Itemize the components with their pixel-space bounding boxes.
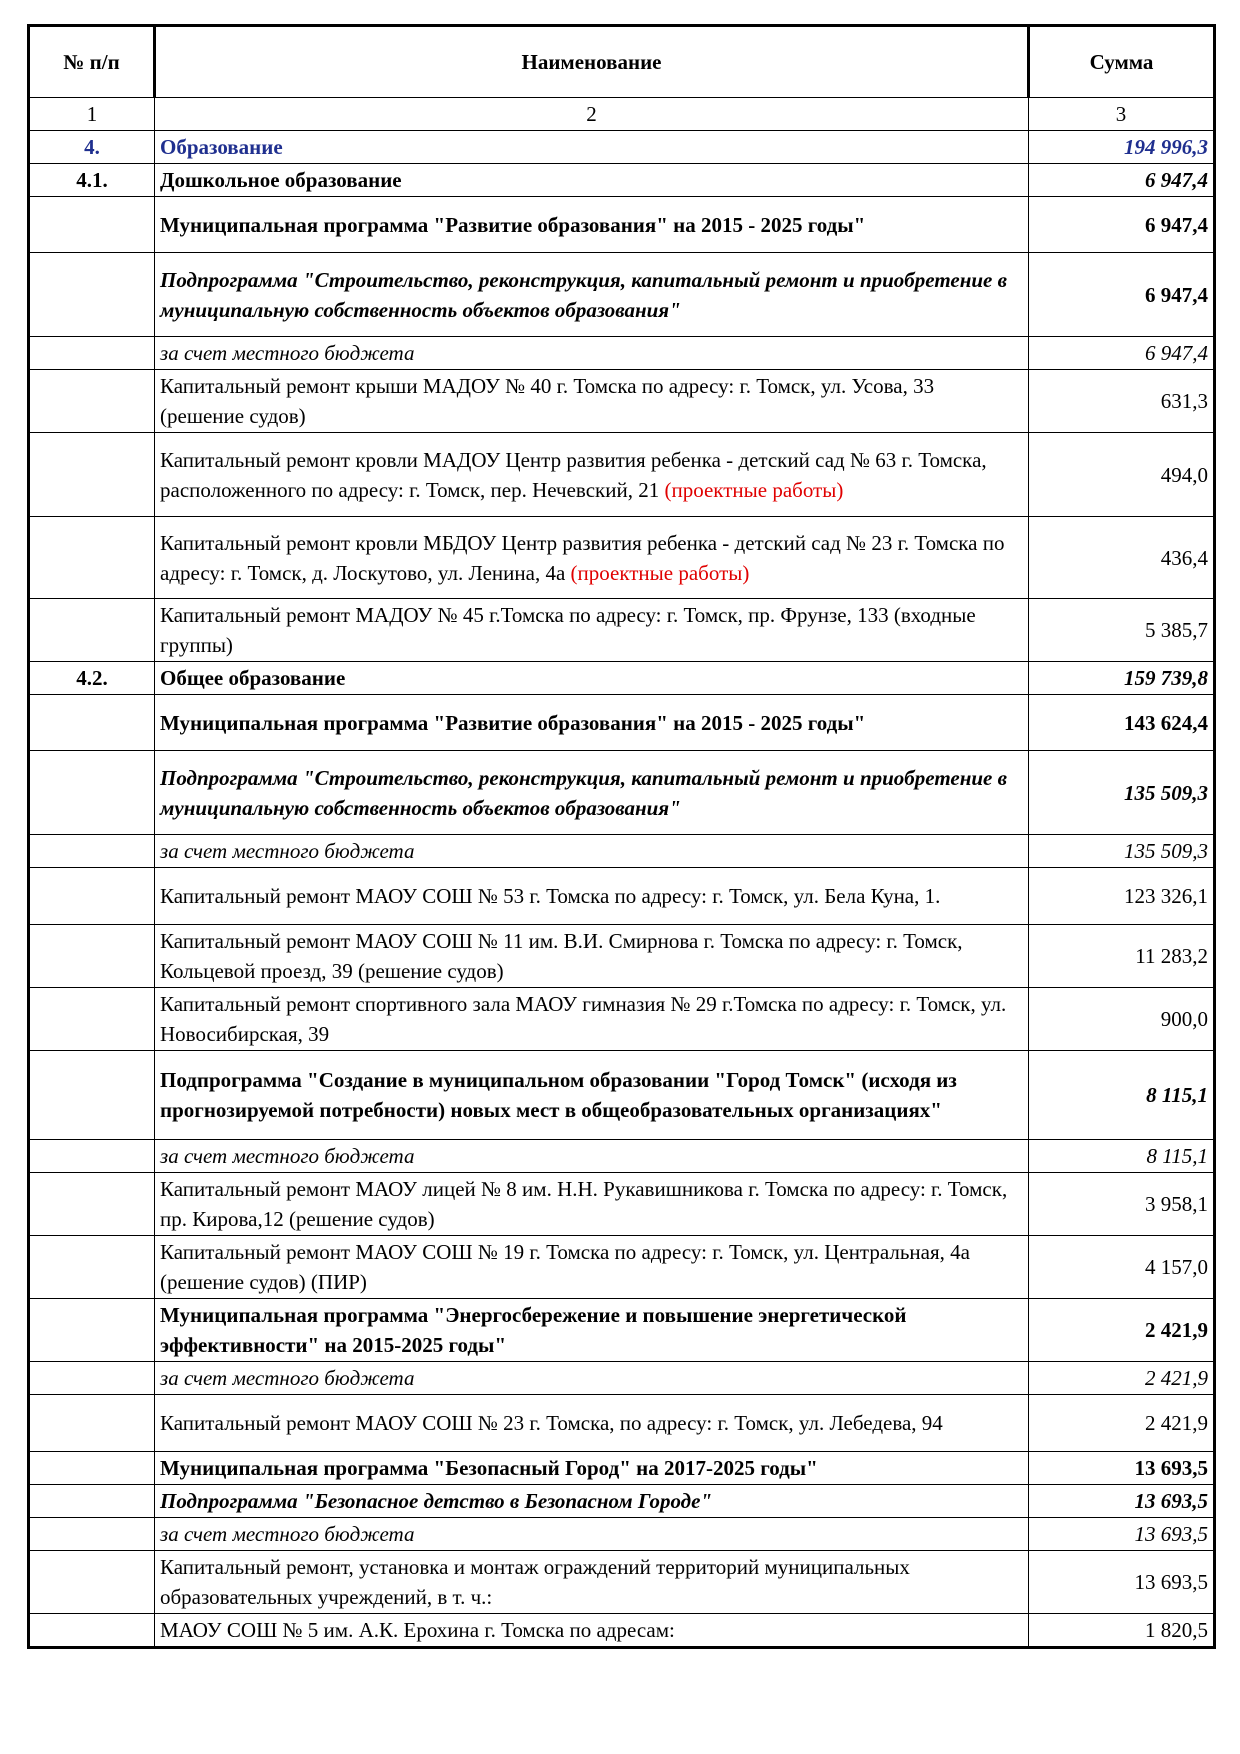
row-name: МАОУ СОШ № 5 им. А.К. Ерохина г. Томска по адресам:: [155, 1614, 1029, 1648]
item-row: [29, 868, 1215, 925]
row-sum: 494,0: [1029, 433, 1215, 517]
row-name: за счет местного бюджета: [155, 1362, 1029, 1395]
subprogram-row: [29, 751, 1215, 835]
row-sum: 13 693,5: [1029, 1452, 1215, 1485]
item-row: [29, 1551, 1215, 1614]
row-name: Капитальный ремонт МАОУ лицей № 8 им. Н.Н. Рукавишникова г. Томска по адресу: г. Томск, пр. Кирова,12 (решение судов): [155, 1173, 1029, 1236]
program-row: [29, 197, 1215, 253]
row-sum: 6 947,4: [1029, 337, 1215, 370]
row-num: [29, 1614, 155, 1648]
row-name: Капитальный ремонт МАОУ СОШ № 19 г. Томска по адресу: г. Томск, ул. Центральная, 4а (решение судов) (ПИР): [155, 1236, 1029, 1299]
row-num: [29, 517, 155, 599]
row-sum: 6 947,4: [1029, 164, 1215, 197]
row-name: Муниципальная программа "Энергосбережение и повышение энергетической эффективности" на 2015-2025 годы": [155, 1299, 1029, 1362]
row-sum: 2 421,9: [1029, 1362, 1215, 1395]
budget-source-row: [29, 1362, 1215, 1395]
row-num: [29, 1236, 155, 1299]
row-num: [29, 868, 155, 925]
row-name: Капитальный ремонт крыши МАДОУ № 40 г. Томска по адресу: г. Томск, ул. Усова, 33 (решение судов): [155, 370, 1029, 433]
item-row: [29, 599, 1215, 662]
item-row: [29, 433, 1215, 517]
row-num: [29, 599, 155, 662]
row-sum: 8 115,1: [1029, 1140, 1215, 1173]
row-sum: 123 326,1: [1029, 868, 1215, 925]
program-row: [29, 695, 1215, 751]
program-row: [29, 1299, 1215, 1362]
item-row: [29, 370, 1215, 433]
row-name: Муниципальная программа "Безопасный Город" на 2017-2025 годы": [155, 1452, 1029, 1485]
row-sum: 3 958,1: [1029, 1173, 1215, 1236]
row-sum: 13 693,5: [1029, 1518, 1215, 1551]
row-name: Дошкольное образование: [155, 164, 1029, 197]
row-num: [29, 988, 155, 1051]
budget-source-row: [29, 835, 1215, 868]
item-row: [29, 517, 1215, 599]
row-name: Муниципальная программа "Развитие образования" на 2015 - 2025 годы": [155, 197, 1029, 253]
row-name: Подпрограмма "Строительство, реконструкция, капитальный ремонт и приобретение в муниципальную собственность объектов образования": [155, 751, 1029, 835]
header-sum: Сумма: [1029, 26, 1215, 98]
row-num: 4.2.: [29, 662, 155, 695]
budget-source-row: [29, 337, 1215, 370]
row-name: Образование: [155, 131, 1029, 164]
row-sum: 13 693,5: [1029, 1551, 1215, 1614]
row-num: [29, 1362, 155, 1395]
row-num: [29, 695, 155, 751]
row-num: [29, 835, 155, 868]
row-name-text: Капитальный ремонт кровли МБДОУ Центр развития ребенка - детский сад № 23 г. Томска по адресу: г. Томск, д. Лоскутово, ул. Ленина, 4а: [160, 530, 1005, 585]
program-row: [29, 1452, 1215, 1485]
row-name: [155, 433, 1029, 517]
row-num: [29, 197, 155, 253]
row-name: Капитальный ремонт МАОУ СОШ № 11 им. В.И. Смирнова г. Томска по адресу: г. Томск, Кольцевой проезд, 39 (решение судов): [155, 925, 1029, 988]
subsection-row: [29, 164, 1215, 197]
row-sum: 159 739,8: [1029, 662, 1215, 695]
item-row: [29, 1236, 1215, 1299]
row-num: [29, 1140, 155, 1173]
row-num: 4.1.: [29, 164, 155, 197]
row-sum: 6 947,4: [1029, 197, 1215, 253]
row-sum: 135 509,3: [1029, 751, 1215, 835]
row-num: [29, 370, 155, 433]
header-num: № п/п: [29, 26, 155, 98]
item-row: [29, 1173, 1215, 1236]
subsection-row: [29, 662, 1215, 695]
row-name: Капитальный ремонт, установка и монтаж ограждений территорий муниципальных образовательных учреждений, в т. ч.:: [155, 1551, 1029, 1614]
row-sum: 4 157,0: [1029, 1236, 1215, 1299]
row-num: [29, 1452, 155, 1485]
section-row: [29, 131, 1215, 164]
row-name: Подпрограмма "Строительство, реконструкция, капитальный ремонт и приобретение в муниципальную собственность объектов образования": [155, 253, 1029, 337]
item-row: [29, 925, 1215, 988]
subprogram-row: [29, 253, 1215, 337]
row-name: [155, 517, 1029, 599]
row-name: за счет местного бюджета: [155, 337, 1029, 370]
row-sum: 631,3: [1029, 370, 1215, 433]
column-number-row: [29, 98, 1215, 131]
row-name: Капитальный ремонт МАОУ СОШ № 53 г. Томска по адресу: г. Томск, ул. Бела Куна, 1.: [155, 868, 1029, 925]
row-num: [29, 751, 155, 835]
row-sum: 1 820,5: [1029, 1614, 1215, 1648]
row-num: [29, 1051, 155, 1140]
item-row: [29, 1395, 1215, 1452]
row-sum: 2 421,9: [1029, 1395, 1215, 1452]
row-name: Подпрограмма "Создание в муниципальном образовании "Город Томск" (исходя из прогнозируемой потребности) новых мест в общеобразовательных организациях": [155, 1051, 1029, 1140]
row-name: Общее образование: [155, 662, 1029, 695]
row-name: за счет местного бюджета: [155, 835, 1029, 868]
row-name: за счет местного бюджета: [155, 1140, 1029, 1173]
row-num: [29, 1299, 155, 1362]
item-row: [29, 1614, 1215, 1648]
header-name: Наименование: [155, 26, 1029, 98]
row-sum: 2 421,9: [1029, 1299, 1215, 1362]
row-num: 4.: [29, 131, 155, 164]
budget-table: [27, 24, 1216, 1649]
column-number-3: 3: [1029, 98, 1215, 131]
row-sum: 143 624,4: [1029, 695, 1215, 751]
row-sum: 6 947,4: [1029, 253, 1215, 337]
row-num: [29, 1485, 155, 1518]
project-works-note: (проектные работы): [570, 560, 750, 585]
row-sum: 13 693,5: [1029, 1485, 1215, 1518]
header-row: [29, 26, 1215, 98]
row-num: [29, 925, 155, 988]
row-name: Муниципальная программа "Развитие образования" на 2015 - 2025 годы": [155, 695, 1029, 751]
subprogram-row: [29, 1051, 1215, 1140]
row-sum: 5 385,7: [1029, 599, 1215, 662]
row-num: [29, 1173, 155, 1236]
row-name: за счет местного бюджета: [155, 1518, 1029, 1551]
row-sum: 900,0: [1029, 988, 1215, 1051]
row-sum: 8 115,1: [1029, 1051, 1215, 1140]
row-sum: 436,4: [1029, 517, 1215, 599]
row-num: [29, 433, 155, 517]
column-number-1: 1: [29, 98, 155, 131]
budget-source-row: [29, 1140, 1215, 1173]
row-sum: 135 509,3: [1029, 835, 1215, 868]
row-num: [29, 1518, 155, 1551]
row-sum: 194 996,3: [1029, 131, 1215, 164]
row-name: Капитальный ремонт МАДОУ № 45 г.Томска по адресу: г. Томск, пр. Фрунзе, 133 (входные группы): [155, 599, 1029, 662]
row-sum: 11 283,2: [1029, 925, 1215, 988]
project-works-note: (проектные работы): [664, 477, 844, 502]
column-number-2: 2: [155, 98, 1029, 131]
row-num: [29, 253, 155, 337]
row-name-text: Капитальный ремонт кровли МАДОУ Центр развития ребенка - детский сад № 63 г. Томска, расположенного по адресу: г. Томск, пер. Нечевский, 21: [160, 447, 987, 502]
row-num: [29, 1551, 155, 1614]
row-name: Капитальный ремонт спортивного зала МАОУ гимназия № 29 г.Томска по адресу: г. Томск, ул. Новосибирская, 39: [155, 988, 1029, 1051]
budget-source-row: [29, 1518, 1215, 1551]
row-name: Капитальный ремонт МАОУ СОШ № 23 г. Томска, по адресу: г. Томск, ул. Лебедева, 94: [155, 1395, 1029, 1452]
row-num: [29, 337, 155, 370]
item-row: [29, 988, 1215, 1051]
row-name: Подпрограмма "Безопасное детство в Безопасном Городе": [155, 1485, 1029, 1518]
subprogram-row: [29, 1485, 1215, 1518]
row-num: [29, 1395, 155, 1452]
